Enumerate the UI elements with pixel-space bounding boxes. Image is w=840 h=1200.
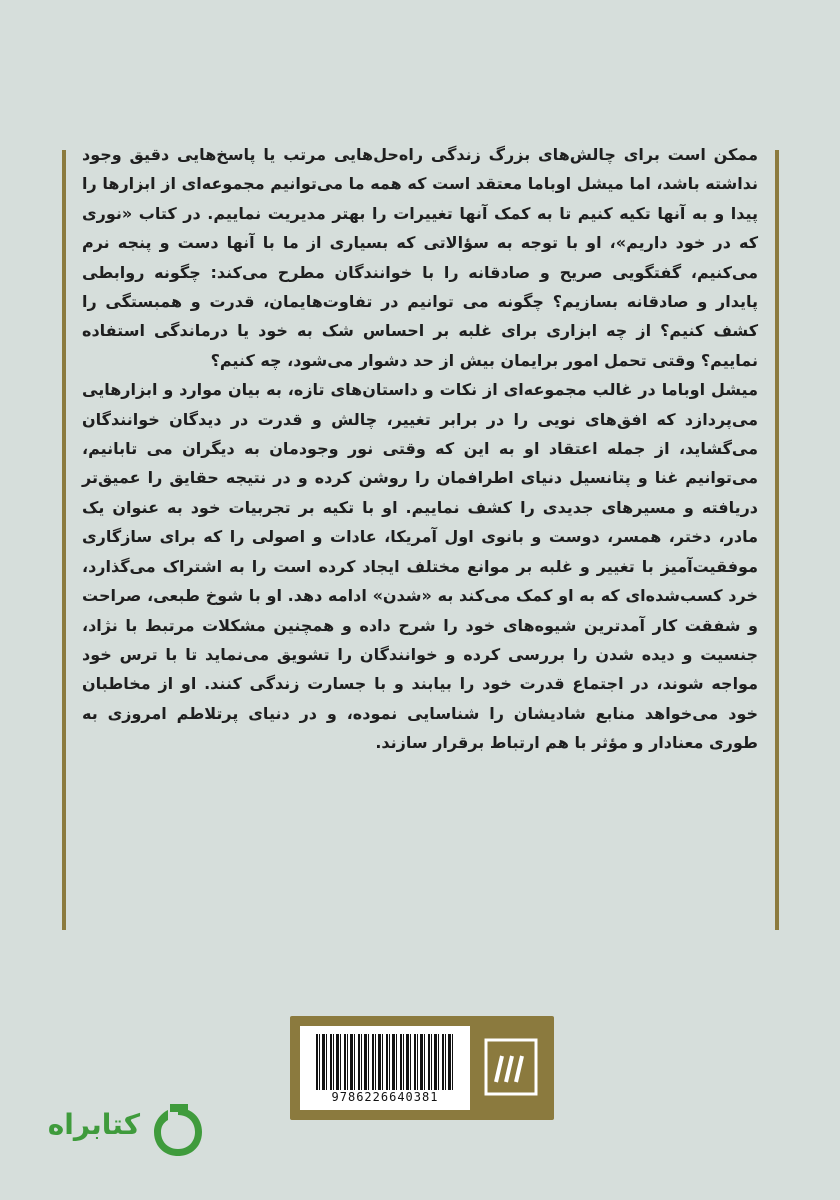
barcode-panel [290,1016,554,1120]
right-border-line [775,150,779,930]
barcode-bars [316,1034,456,1090]
isbn-number: 9786226640381 [331,1090,439,1104]
paragraph-2: میشل اوباما در غالب مجموعه‌ای از نکات و داستان‌های تازه، به بیان موارد و ابزارهایی می‌پردازد که افق‌های نویی را در برابر تغییر، چالش و قدرت در دیدگان خوانندگان می‌گشاید، از جمله اعتقاد او به این که وقتی نور وجودمان به دیگران می تابانیم، می‌توانیم غنا و پتانسیل دنیای اطرافمان را روشن کرده و در نتیجه حقایق را عمیق‌تر دریافته و مسیرهای جدیدی را کشف نماییم. او با تکیه بر تجربیات خود به عنوان یک مادر، دختر، همسر، دوست و بانوی اول آمریکا، عادات و اصولی را که برای سازگاری موفقیت‌آمیز با تغییر و غلبه بر موانع مختلف ایجاد کرده است را به اشتراک می‌گذارد، خرد کسب‌شده‌ای که به او کمک می‌کند به «شدن» ادامه دهد. او با شوخ طبعی، صراحت و شفقت کار آمدترین شیوه‌های خود را شرح داده و همچنین مشکلات مرتبط با نژاد، جنسیت و دیده شدن را بررسی کرده و خوانندگان را تشویق می‌نماید تا با ترس خود مواجه شوند، در اجتماع قدرت خود را بیابند و با جسارت زندگی کنند. او از مخاطبان خود می‌خواهد منابع شادیشان را شناسایی نموده، و در دنیای پرتلاطم امروزی به طوری معنادار و مؤثر با هم ارتباط برقرار سازند. [82,380,758,753]
paragraph-1: ممکن است برای چالش‌های بزرگ زندگی راه‌حل‌هایی مرتب یا پاسخ‌هایی دقیق وجود نداشته باشد، اما میشل اوباما معتقد است که همه ما می‌توانیم مجموعه‌ای از ابزارها را پیدا و به آنها تکیه کنیم تا به کمک آنها تغییرات را بهتر مدیریت نماییم. در کتاب «نوری که در خود داریم»، او با توجه به سؤالاتی که بسیاری از ما با آنها دست و پنجه نرم می‌کنیم، گفتگویی صریح و صادقانه را با خوانندگان مطرح می‌کند: چگونه روابطی پایدار و صادقانه بسازیم؟ چگونه می توانیم در تفاوت‌هایمان، قدرت و همبستگی را کشف کنیم؟ از چه ابزاری برای غلبه بر احساس شک به خود یا درماندگی استفاده نماییم؟ وقتی تحمل امور برایمان بیش از حد دشوار می‌شود، چه کنیم؟ [82,145,758,370]
ketabrah-logo-icon [148,1100,208,1160]
publisher-logo-icon [478,1026,544,1110]
ketabrah-brand [36,1098,216,1158]
left-border-line [62,150,66,930]
brand-name: کتابراه [47,1108,140,1141]
back-cover-text [82,140,758,758]
barcode [300,1026,470,1110]
